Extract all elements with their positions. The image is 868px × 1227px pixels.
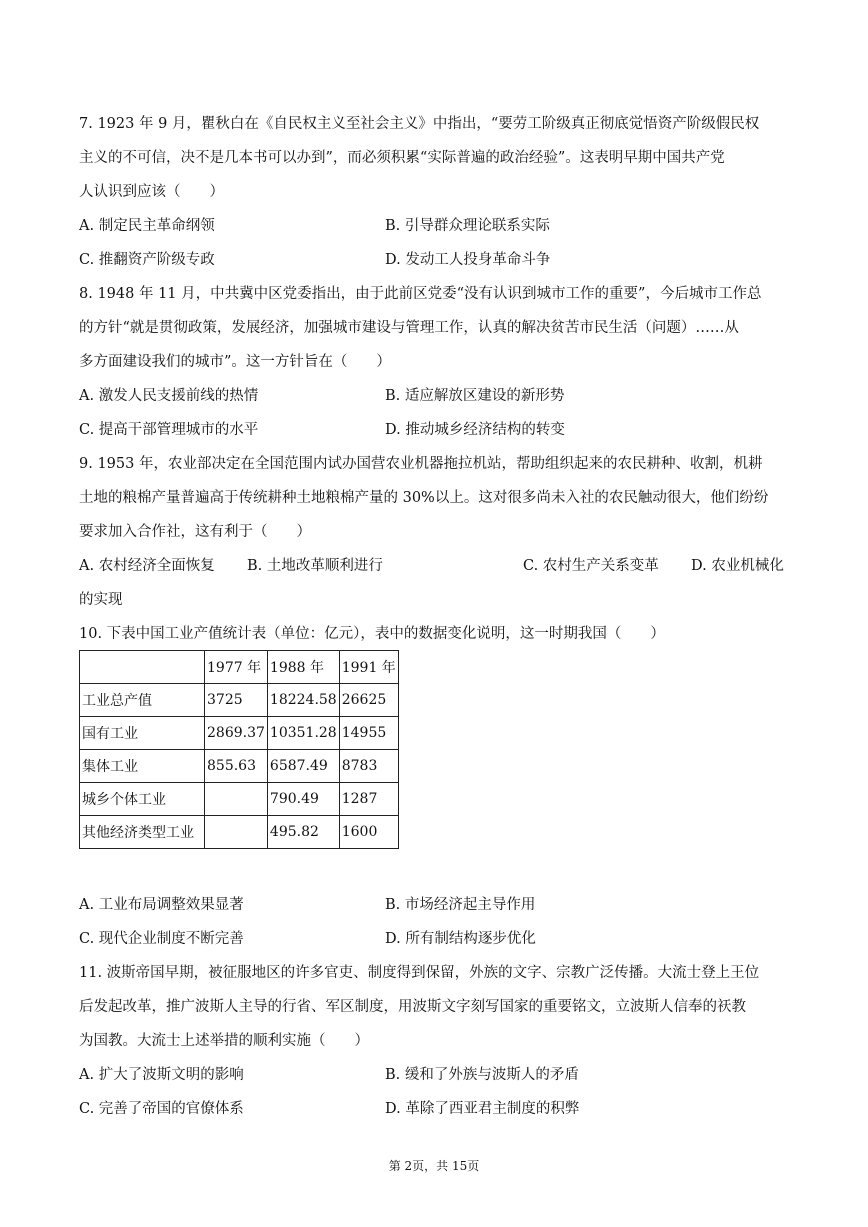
table-cell: 790.49 xyxy=(267,783,339,816)
q7-option-d: D. 发动工人投身革命斗争 xyxy=(385,252,551,268)
industry-output-table xyxy=(79,650,399,849)
q7-stem-line-2: 主义的不可信，决不是几本书可以办到”，而必须积累“实际普遍的政治经验”。这表明早期中国共产党 xyxy=(79,150,725,166)
table-cell: 495.82 xyxy=(267,816,339,849)
q11-stem-line-3: 为国教。大流士上述举措的顺利实施（ ） xyxy=(79,1033,369,1049)
table-cell: 其他经济类型工业 xyxy=(80,816,205,849)
q8-option-d: D. 推动城乡经济结构的转变 xyxy=(385,422,565,438)
q9-stem-line-2: 土地的粮棉产量普遍高于传统耕种土地粮棉产量的 30%以上。这对很多尚未入社的农民触动很大，他们纷纷 xyxy=(79,490,769,506)
q8-option-c: C. 提高干部管理城市的水平 xyxy=(79,422,259,438)
q9-option-a: A. 农村经济全面恢复 xyxy=(79,558,215,574)
table-row xyxy=(80,750,399,783)
table-cell: 10351.28 xyxy=(267,717,339,750)
table-cell: 1600 xyxy=(339,816,398,849)
table-cell: 国有工业 xyxy=(80,717,205,750)
table-header-cell: 1977 年 xyxy=(205,651,268,684)
table-cell: 18224.58 xyxy=(267,684,339,717)
page-footer: 第 2页，共 15页 xyxy=(388,1159,480,1173)
q10-option-a: A. 工业布局调整效果显著 xyxy=(79,897,244,913)
table-header-cell: 1991 年 xyxy=(339,651,398,684)
table-cell: 26625 xyxy=(339,684,398,717)
q11-stem-line-1: 11. 波斯帝国早期，被征服地区的许多官吏、制度得到保留，外族的文字、宗教广泛传播。大流士登上王位 xyxy=(79,965,760,981)
table-header-cell: 1988 年 xyxy=(267,651,339,684)
q11-option-c: C. 完善了帝国的官僚体系 xyxy=(79,1101,244,1117)
table-row xyxy=(80,816,399,849)
q8-stem-line-3: 多方面建设我们的城市”。这一方针旨在（ ） xyxy=(79,354,391,370)
table-cell: 集体工业 xyxy=(80,750,205,783)
q10-stem-line-1: 10. 下表中国工业产值统计表（单位：亿元），表中的数据变化说明，这一时期我国（ ） xyxy=(79,626,665,642)
q9-option-c: C. 农村生产关系变革 xyxy=(523,558,659,574)
q7-stem-line-3: 人认识到应该（ ） xyxy=(79,184,224,200)
table-cell: 1287 xyxy=(339,783,398,816)
table-cell: 14955 xyxy=(339,717,398,750)
table-header-cell xyxy=(80,651,205,684)
table-cell xyxy=(205,816,268,849)
q7-option-c: C. 推翻资产阶级专政 xyxy=(79,252,215,268)
table-row xyxy=(80,717,399,750)
table-cell: 6587.49 xyxy=(267,750,339,783)
q10-option-d: D. 所有制结构逐步优化 xyxy=(385,931,536,947)
table-header-row xyxy=(80,651,399,684)
table-cell: 2869.37 xyxy=(205,717,268,750)
q10-option-c: C. 现代企业制度不断完善 xyxy=(79,931,244,947)
q7-option-a: A. 制定民主革命纲领 xyxy=(79,218,215,234)
table-row xyxy=(80,684,399,717)
q9-option-d: D. 农业机械化 xyxy=(691,558,784,574)
table-cell: 3725 xyxy=(205,684,268,717)
q7-stem-line-1: 7. 1923 年 9 月，瞿秋白在《自民权主义至社会主义》中指出，“要劳工阶级真正彻底觉悟资产阶级假民权 xyxy=(79,116,760,132)
q9-option-b: B. 土地改革顺利进行 xyxy=(247,558,383,574)
table-cell: 855.63 xyxy=(205,750,268,783)
q11-option-b: B. 缓和了外族与波斯人的矛盾 xyxy=(385,1067,579,1083)
q10-option-b: B. 市场经济起主导作用 xyxy=(385,897,536,913)
table-cell: 8783 xyxy=(339,750,398,783)
q11-option-d: D. 革除了西亚君主制度的积弊 xyxy=(385,1101,580,1117)
q9-stem-line-3: 要求加入合作社，这有利于（ ） xyxy=(79,524,311,540)
table-cell: 工业总产值 xyxy=(80,684,205,717)
q8-stem-line-1: 8. 1948 年 11 月，中共冀中区党委指出，由于此前区党委“没有认识到城市工作的重要”，今后城市工作总 xyxy=(79,286,762,302)
q11-stem-line-2: 后发起改革，推广波斯人主导的行省、军区制度，用波斯文字刻写国家的重要铭文，立波斯人信奉的祆教 xyxy=(79,999,746,1015)
q8-option-a: A. 激发人民支援前线的热情 xyxy=(79,388,259,404)
q7-option-b: B. 引导群众理论联系实际 xyxy=(385,218,550,234)
q8-option-b: B. 适应解放区建设的新形势 xyxy=(385,388,565,404)
table-cell xyxy=(205,783,268,816)
q11-option-a: A. 扩大了波斯文明的影响 xyxy=(79,1067,244,1083)
table-cell: 城乡个体工业 xyxy=(80,783,205,816)
q8-stem-line-2: 的方针“就是贯彻政策，发展经济，加强城市建设与管理工作，认真的解决贫苦市民生活（问题）……从 xyxy=(79,320,739,336)
q9-option-d-continued: 的实现 xyxy=(79,592,123,608)
table-row xyxy=(80,783,399,816)
q9-stem-line-1: 9. 1953 年，农业部决定在全国范围内试办国营农业机器拖拉机站，帮助组织起来的农民耕种、收割，机耕 xyxy=(79,456,763,472)
